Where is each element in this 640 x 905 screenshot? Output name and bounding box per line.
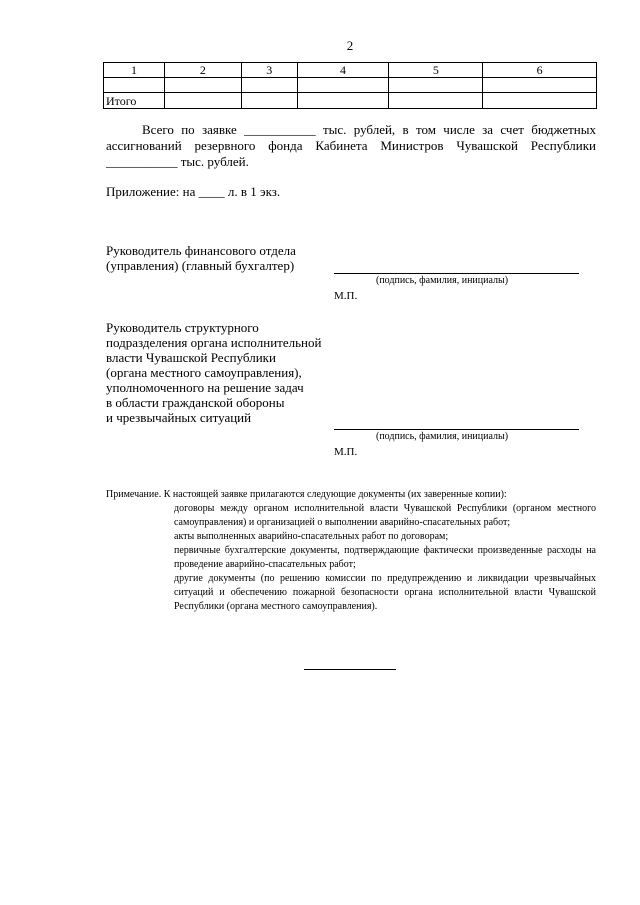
end-divider — [304, 669, 396, 670]
list-item: договоры между органом исполнительной власти Чувашской Республики (органом местного самоуправления) и организацией о выполнении аварийно-спасательных работ; — [174, 503, 596, 528]
column-number: 2 — [164, 63, 241, 78]
list-item: другие документы (по решению комиссии по предупреждению и ликвидации чрезвычайных ситуаций и обеспечению пожарной безопасности органа исполнительной власти Чувашской Республики (органа местного самоуправления). — [174, 573, 596, 612]
list-item: первичные бухгалтерские документы, подтверждающие фактически произведенные расходы на проведение аварийно-спасательных работ; — [174, 545, 596, 570]
note — [106, 488, 596, 614]
signature-line — [334, 429, 579, 430]
note-heading: Примечание. К настоящей заявке прилагаются следующие документы (их заверенные копии): — [106, 489, 507, 500]
list-item: акты выполненных аварийно-спасательных работ по договорам; — [174, 531, 449, 542]
stamp-placeholder: М.П. — [334, 290, 358, 302]
signature-caption: (подпись, фамилия, инициалы) — [376, 431, 509, 442]
expense-table — [103, 62, 597, 109]
signature-caption: (подпись, фамилия, инициалы) — [376, 275, 509, 286]
page-number: 2 — [346, 38, 354, 53]
table-header-row — [104, 63, 597, 78]
total-label: Итого — [104, 93, 165, 109]
signature-line — [334, 273, 579, 274]
signature-label: Руководитель структурного подразделения органа исполнительной власти Чувашской Республики (органа местного самоуправления), уполномоченного на решение задач в области гражданской обороны и чрезвычайных ситуаций — [106, 320, 322, 425]
column-number: 1 — [104, 63, 165, 78]
attachment-line: Приложение: на ____ л. в 1 экз. — [106, 184, 281, 199]
column-number: 6 — [483, 63, 597, 78]
column-number: 4 — [297, 63, 389, 78]
table-row — [104, 78, 597, 93]
note-items — [106, 502, 596, 614]
signature-label: Руководитель финансового отдела (управления) (главный бухгалтер) — [106, 243, 296, 273]
table-total-row — [104, 93, 597, 109]
total-paragraph: Всего по заявке ___________ тыс. рублей, в том числе за счет бюджетных ассигнований резервного фонда Кабинета Министров Чувашской Республики ___________ тыс. рублей. — [106, 122, 596, 169]
column-number: 5 — [389, 63, 483, 78]
stamp-placeholder: М.П. — [334, 446, 358, 458]
column-number: 3 — [241, 63, 297, 78]
